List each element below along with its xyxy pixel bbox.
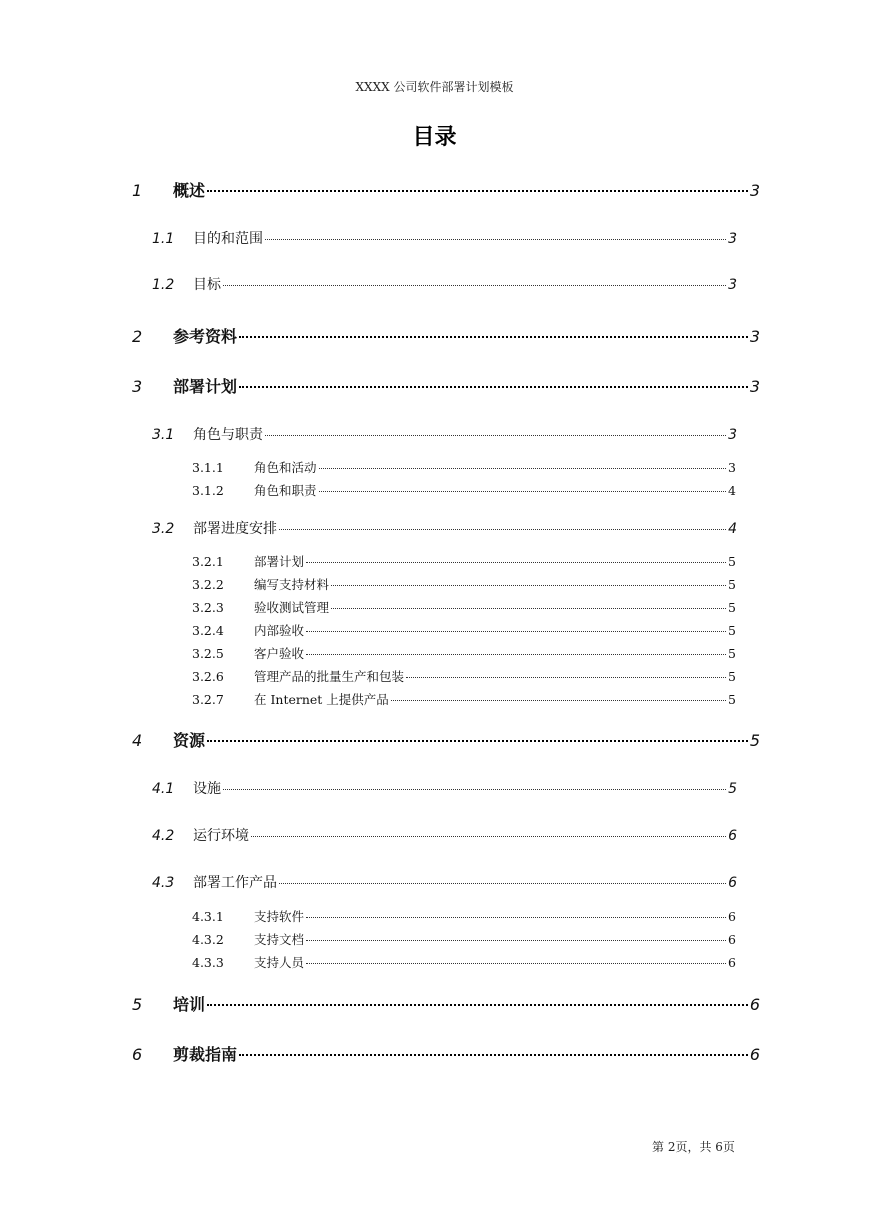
toc-entry-label: 目的和范围 xyxy=(193,231,263,247)
dot-leader xyxy=(223,788,726,790)
toc-entry-page-number: 3 xyxy=(728,231,737,247)
page-header: XXXX 公司软件部署计划模板 xyxy=(355,80,514,94)
toc-entry-label: 参考资料 xyxy=(173,327,238,346)
toc-entry-1-2[interactable] xyxy=(152,274,737,294)
toc-entry-number: 3.2 xyxy=(152,521,175,537)
toc-entry-6[interactable] xyxy=(132,1042,760,1065)
toc-entry-3-2-3[interactable] xyxy=(192,598,736,616)
dot-leader xyxy=(306,939,726,941)
toc-entry-label: 剪裁指南 xyxy=(173,1045,238,1064)
toc-entry-number: 5 xyxy=(132,995,143,1014)
toc-entry-page-number: 5 xyxy=(728,646,736,661)
toc-entry-page-number: 3 xyxy=(728,460,736,475)
toc-entry-4-2[interactable] xyxy=(152,825,737,845)
toc-entry-label: 培训 xyxy=(173,995,206,1014)
toc-entry-number: 3 xyxy=(132,377,143,396)
toc-entry-label: 部署计划 xyxy=(173,377,238,396)
dot-leader xyxy=(306,962,726,964)
toc-entry-page-number: 5 xyxy=(728,554,736,569)
toc-entry-number: 3.2.2 xyxy=(192,577,224,592)
toc-entry-page-number: 5 xyxy=(728,692,736,707)
toc-entry-4-1[interactable] xyxy=(152,778,737,798)
dot-leader xyxy=(319,490,727,492)
toc-entry-label: 部署计划 xyxy=(254,554,305,569)
toc-entry-number: 3.2.7 xyxy=(192,692,224,707)
dot-leader xyxy=(331,584,726,586)
dot-leader xyxy=(207,1003,748,1006)
toc-entry-page-number: 6 xyxy=(728,955,736,970)
toc-entry-number: 3.2.1 xyxy=(192,554,224,569)
toc-entry-4-3[interactable] xyxy=(152,872,737,892)
toc-entry-label: 部署工作产品 xyxy=(193,875,277,891)
toc-entry-page-number: 4 xyxy=(728,483,736,498)
toc-entry-number: 3.1.1 xyxy=(192,460,224,475)
toc-entry-page-number: 3 xyxy=(728,427,737,443)
toc-entry-3-1[interactable] xyxy=(152,424,737,444)
toc-entry-3-2-7[interactable] xyxy=(192,690,736,708)
dot-leader xyxy=(279,882,726,884)
toc-entry-label: 验收测试管理 xyxy=(254,600,330,615)
toc-entry-number: 3.2.5 xyxy=(192,646,224,661)
toc-entry-1[interactable] xyxy=(132,178,760,201)
toc-entry-page-number: 6 xyxy=(728,909,736,924)
toc-entry-3-2-4[interactable] xyxy=(192,621,736,639)
dot-leader xyxy=(239,385,748,388)
toc-entry-number: 2 xyxy=(132,327,143,346)
toc-entry-3[interactable] xyxy=(132,374,760,397)
toc-entry-2[interactable] xyxy=(132,324,760,347)
toc-entry-4-3-1[interactable] xyxy=(192,907,736,925)
toc-entry-label: 支持软件 xyxy=(254,909,305,924)
toc-entry-page-number: 4 xyxy=(728,521,737,537)
toc-entry-page-number: 5 xyxy=(728,577,736,592)
toc-entry-1-1[interactable] xyxy=(152,228,737,248)
dot-leader xyxy=(391,699,726,701)
toc-entry-number: 3.2.3 xyxy=(192,600,224,615)
toc-entry-label: 编写支持材料 xyxy=(254,577,330,592)
toc-entry-label: 资源 xyxy=(173,731,206,750)
dot-leader xyxy=(223,284,726,286)
toc-entry-page-number: 3 xyxy=(728,277,737,293)
toc-entry-3-2-1[interactable] xyxy=(192,552,736,570)
toc-entry-label: 角色与职责 xyxy=(193,427,263,443)
toc-entry-page-number: 3 xyxy=(749,377,760,396)
dot-leader xyxy=(279,528,726,530)
toc-entry-number: 1.1 xyxy=(152,231,175,247)
toc-entry-label: 角色和职责 xyxy=(254,483,317,498)
toc-entry-number: 1 xyxy=(132,181,143,200)
dot-leader xyxy=(239,335,748,338)
toc-entry-label: 设施 xyxy=(193,781,221,797)
dot-leader xyxy=(306,561,726,563)
toc-entry-page-number: 6 xyxy=(749,995,760,1014)
toc-entry-label: 部署进度安排 xyxy=(193,521,277,537)
toc-entry-number: 6 xyxy=(132,1045,143,1064)
toc-entry-4-3-2[interactable] xyxy=(192,930,736,948)
toc-entry-number: 3.1 xyxy=(152,427,175,443)
toc-entry-label: 支持人员 xyxy=(254,955,305,970)
toc-entry-number: 4.3 xyxy=(152,875,175,891)
toc-entry-page-number: 5 xyxy=(728,781,737,797)
toc-entry-page-number: 5 xyxy=(728,623,736,638)
toc-entry-label: 支持文档 xyxy=(254,932,305,947)
toc-entry-number: 4.2 xyxy=(152,828,175,844)
toc-entry-page-number: 5 xyxy=(728,600,736,615)
toc-entry-page-number: 5 xyxy=(728,669,736,684)
toc-entry-number: 1.2 xyxy=(152,277,175,293)
toc-entry-4[interactable] xyxy=(132,728,760,751)
toc-entry-label: 客户验收 xyxy=(254,646,305,661)
dot-leader xyxy=(306,653,726,655)
toc-entry-number: 4.3.2 xyxy=(192,932,224,947)
toc-entry-3-1-2[interactable] xyxy=(192,481,736,499)
toc-entry-number: 3.2.6 xyxy=(192,669,224,684)
toc-entry-number: 3.1.2 xyxy=(192,483,224,498)
dot-leader xyxy=(265,434,726,436)
dot-leader xyxy=(331,607,726,609)
dot-leader xyxy=(239,1053,748,1056)
dot-leader xyxy=(251,835,726,837)
toc-entry-number: 4.1 xyxy=(152,781,175,797)
toc-entry-page-number: 3 xyxy=(749,327,760,346)
toc-entry-number: 4 xyxy=(132,731,143,750)
page-footer: 第 2页，共 6页 xyxy=(652,1140,735,1154)
toc-entry-3-2[interactable] xyxy=(152,518,737,538)
toc-entry-4-3-3[interactable] xyxy=(192,953,736,971)
dot-leader xyxy=(319,467,727,469)
toc-entry-label: 在 Internet 上提供产品 xyxy=(254,692,389,707)
toc-entry-page-number: 6 xyxy=(728,932,736,947)
toc-entry-page-number: 6 xyxy=(728,875,737,891)
toc-entry-label: 目标 xyxy=(193,277,221,293)
toc-entry-page-number: 5 xyxy=(749,731,760,750)
toc-entry-3-2-5[interactable] xyxy=(192,644,736,662)
toc-entry-number: 4.3.1 xyxy=(192,909,224,924)
dot-leader xyxy=(406,676,726,678)
toc-entry-3-1-1[interactable] xyxy=(192,458,736,476)
toc-entry-3-2-6[interactable] xyxy=(192,667,736,685)
dot-leader xyxy=(207,739,748,742)
dot-leader xyxy=(265,238,726,240)
toc-entry-number: 3.2.4 xyxy=(192,623,224,638)
toc-entry-label: 内部验收 xyxy=(254,623,305,638)
toc-entry-page-number: 6 xyxy=(728,828,737,844)
toc-entry-label: 管理产品的批量生产和包装 xyxy=(254,669,405,684)
dot-leader xyxy=(207,189,748,192)
toc-entry-label: 角色和活动 xyxy=(254,460,317,475)
toc-entry-page-number: 6 xyxy=(749,1045,760,1064)
dot-leader xyxy=(306,630,726,632)
toc-entry-label: 概述 xyxy=(173,181,206,200)
toc-entry-3-2-2[interactable] xyxy=(192,575,736,593)
toc-entry-5[interactable] xyxy=(132,992,760,1015)
dot-leader xyxy=(306,916,726,918)
toc-entry-label: 运行环境 xyxy=(193,828,249,844)
toc-title: 目录 xyxy=(412,124,457,150)
toc-entry-page-number: 3 xyxy=(749,181,760,200)
toc-entry-number: 4.3.3 xyxy=(192,955,224,970)
